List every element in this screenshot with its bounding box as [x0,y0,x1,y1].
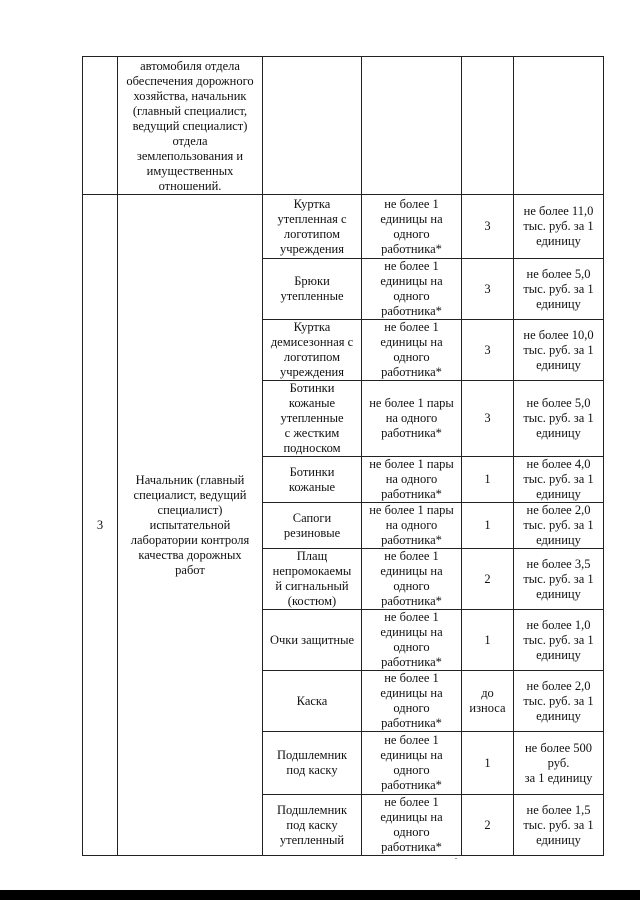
text-line: утепленная с [277,211,347,226]
text-line: не более 1 [384,671,439,685]
text-line: специалист) [157,502,223,517]
term-cell [462,259,514,320]
text-line: на одного [385,411,438,425]
text-line: Подшлемник [276,748,348,762]
text-line: работ [175,562,205,577]
norm-cell [362,732,462,795]
cost-cell [514,259,604,320]
text-line: тыс. руб. за 1 [523,632,594,647]
text-line: не более 2,0 [526,503,591,517]
text-line: тыс. руб. за 1 [523,281,594,296]
text-line: под каску [286,817,338,832]
text-line: работника* [381,426,442,440]
text-line: утепленные [280,289,344,303]
item-row [83,195,604,259]
text-line: автомобиля отдела [140,59,240,73]
item-name-cell [263,259,362,320]
text-line: единицу [536,533,581,547]
text-line: на одного [385,518,438,532]
text-line: не более 1,5 [526,802,591,817]
cost-cell [514,503,604,549]
empty-cell [362,57,462,195]
text-line: Начальник (главный [135,472,245,487]
text-line: Очки защитные [269,632,355,647]
term-cell [462,195,514,259]
text-line: на одного [385,472,438,486]
term-cell [462,549,514,610]
text-line: Куртка [293,320,331,334]
norm-cell [362,795,462,856]
text-line: работника* [381,778,442,792]
text-line: за 1 единицу [524,770,593,785]
text-line: учреждения [279,241,344,256]
text-line: не более 1,0 [526,617,591,632]
empty-cell [263,57,362,195]
cost-cell [514,457,604,503]
text-line: единицы на [380,810,443,824]
text-line: обеспечения дорожного [126,74,254,88]
item-name-cell [263,320,362,381]
text-line: работника* [381,487,442,501]
text-line: одного [393,701,430,715]
norm-cell [362,195,462,259]
text-line: Плащ [296,549,328,563]
cost-cell [514,195,604,259]
item-name-cell [263,549,362,610]
text-line: хозяйства, начальник [133,89,247,103]
text-line: одного [393,825,430,839]
cost-cell [514,549,604,610]
text-line: работника* [381,533,442,547]
text-line: отношений. [158,179,222,193]
text-line: не более 5,0 [526,266,591,281]
text-line: (костюм) [287,594,337,608]
position-cell [118,195,263,856]
term-cell [462,671,514,732]
norm-cell [362,381,462,457]
cost-cell [514,671,604,732]
norm-cell [362,320,462,381]
text-line: (главный специалист, [132,104,248,118]
text-line: не более 4,0 [526,457,591,471]
text-line: кожаные [288,396,336,410]
text-line: тыс. руб. за 1 [523,411,594,425]
norm-cell [362,610,462,671]
text-line: работника* [381,304,442,318]
text-line: единицу [536,357,581,372]
text-line: тыс. руб. за 1 [523,472,594,486]
text-line: Брюки [294,274,330,288]
text-line: не более 500 [524,740,593,755]
text-line: кожаные [288,479,336,494]
empty-cell [514,57,604,195]
term-cell [462,732,514,795]
text-line: единицы на [380,211,443,226]
text-line: тыс. руб. за 1 [523,342,594,357]
text-line: логотипом [283,226,341,241]
norm-cell [362,549,462,610]
text-line: не более 1 [384,549,439,563]
item-name-cell [263,795,362,856]
cost-cell [514,381,604,457]
text-line: испытательной [149,517,231,532]
text-line: одного [393,763,430,777]
text-line: ведущий специалист) [132,119,248,133]
norm-cell [362,503,462,549]
term-cell [462,457,514,503]
text-line: не более 1 [384,610,439,624]
text-line: единицы на [380,274,443,288]
term-cell [462,610,514,671]
text-line: не более 1 [384,196,439,211]
text-line: не более 5,0 [526,396,591,410]
text-line: непромокаемы [272,564,352,578]
text-line: под каску [286,763,338,777]
text-line: не более 1 пары [369,396,454,410]
text-line: не более 1 [384,795,439,809]
row-number-cell: 3 [83,195,118,856]
text-line: тыс. руб. за 1 [523,817,594,832]
scan-bottom-edge [0,890,640,900]
text-line: Куртка [293,196,331,211]
text-line: Каска [296,693,328,708]
text-line: не более 1 [384,259,439,273]
text-line: 3 [484,219,491,233]
term-cell [462,381,514,457]
text-line: утепленные [280,411,344,425]
text-line: не более 1 пары [369,457,454,471]
text-line: работника* [381,365,442,379]
text-line: Сапоги [292,510,332,525]
text-line: единицу [536,586,581,601]
norms-table [82,56,604,856]
text-line: единицы на [380,625,443,639]
item-name-cell [263,457,362,503]
text-line: не более 2,0 [526,678,591,693]
text-line: 3 [484,411,491,425]
text-line: демисезонная с [270,335,354,349]
text-line: 1 [484,755,491,770]
text-line: тыс. руб. за 1 [523,219,594,233]
text-line: 3 [484,281,491,296]
text-line: учреждения [279,365,344,379]
text-line: 2 [484,571,491,586]
text-line: единицу [536,647,581,662]
text-line: не более 1 [384,320,439,334]
cost-cell [514,320,604,381]
text-line: единицы на [380,748,443,762]
text-line: единицу [536,832,581,847]
term-cell [462,320,514,381]
text-line: единицу [536,708,581,723]
text-line: логотипом [283,350,341,364]
text-line: 3 [484,342,491,357]
table-body [83,57,604,856]
text-line: Ботинки [289,464,335,479]
text-line: работника* [381,716,442,730]
text-line: одного [393,226,430,241]
text-line: землепользования и [136,149,244,163]
empty-cell [462,57,514,195]
text-line: специалист, ведущий [133,487,247,502]
text-line: до [481,686,494,700]
row-number-cell [83,57,118,195]
text-line: работника* [381,241,442,256]
text-line: лаборатории контроля [130,532,250,547]
cost-cell [514,732,604,795]
text-line: единицы на [380,335,443,349]
text-line: единицу [536,234,581,248]
text-line: й сигнальный [275,579,349,593]
cost-cell [514,795,604,856]
text-line: работника* [381,594,442,608]
text-line: Ботинки [289,381,335,395]
norm-cell [362,671,462,732]
text-line: не более 1 [384,733,439,747]
text-line: одного [393,579,430,593]
text-line: не более 3,5 [526,556,591,571]
text-line: одного [393,640,430,654]
text-line: качества дорожных [138,547,242,562]
text-line: тыс. руб. за 1 [523,693,594,708]
item-name-cell [263,732,362,795]
text-line: не более 10,0 [523,327,594,342]
text-line: 2 [484,817,491,832]
text-line: 1 [484,518,491,532]
text-line: единицу [536,487,581,501]
text-line: не более 1 пары [369,503,454,517]
cost-cell [514,610,604,671]
text-line: резиновые [283,525,341,540]
text-line: одного [393,350,430,364]
text-line: 1 [484,632,491,647]
norm-cell [362,457,462,503]
text-line: единицу [536,296,581,311]
text-line: отдела [172,134,208,148]
text-line: руб. [547,755,570,770]
text-line: тыс. руб. за 1 [523,518,594,532]
text-line: единицы на [380,686,443,700]
text-line: работника* [381,840,442,854]
norm-cell [362,259,462,320]
term-cell [462,503,514,549]
item-name-cell [263,610,362,671]
text-line: утепленный [279,832,345,847]
text-line: работника* [381,655,442,669]
item-name-cell [263,503,362,549]
position-description-cell [118,57,263,195]
text-line: не более 11,0 [523,204,594,218]
text-line: одного [393,289,430,303]
scan-speck [455,858,457,859]
text-line: тыс. руб. за 1 [523,571,594,586]
item-name-cell [263,671,362,732]
item-name-cell [263,381,362,457]
text-line: износа [469,701,506,715]
text-line: имущественных [146,164,234,178]
text-line: с жестким [284,426,340,440]
text-line: подноском [283,441,341,455]
continuation-row [83,57,604,195]
text-line: 1 [484,472,491,486]
term-cell [462,795,514,856]
text-line: единицы на [380,564,443,578]
text-line: единицу [536,426,581,440]
text-line: Подшлемник [276,802,348,817]
item-name-cell [263,195,362,259]
